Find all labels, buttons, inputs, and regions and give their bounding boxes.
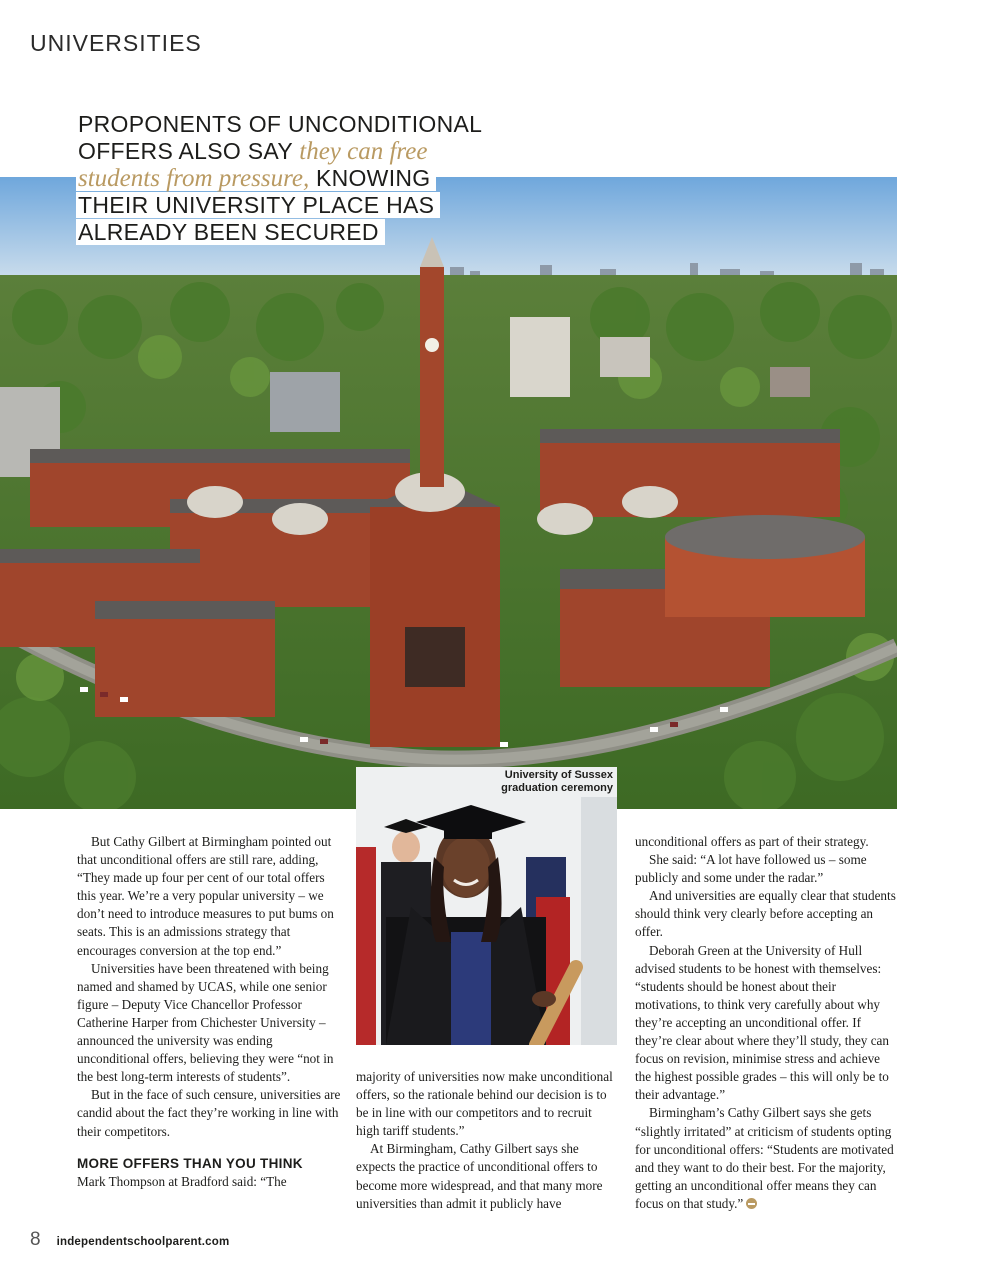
paragraph: Deborah Green at the University of Hull advised students to be honest with themselves: “students should be honest about their motivations, to think very carefully about why they’re accepting an unconditional offer. If they’re clear about where they’ll study, they can focus on revision, minimise stress and achieve the highest possible grades – this will only be to their advantage.” [635,942,889,1103]
pull-quote-line-3 [76,165,436,191]
graduate-illustration [356,767,617,1045]
caption-line-1: University of Sussex [504,769,613,781]
pull-quote [76,111,546,246]
pull-quote-highlight-2: students from pressure, [78,165,310,192]
article-column-2 [356,1068,618,1213]
article-column-3 [635,833,899,1213]
pull-quote-highlight: they can free [299,138,428,165]
paragraph: And universities are equally clear that students should think very clearly before accepting an offer. [635,888,896,940]
graduate-photo [356,767,617,1045]
paragraph: majority of universities now make unconditional offers, so the rationale behind our decision is to be in line with our competitors and to recruit high tariff students.” [356,1069,613,1139]
pull-quote-line-1: PROPONENTS OF UNCONDITIONAL [76,111,488,137]
end-mark-icon [746,1198,757,1209]
paragraph-final-text: Birmingham’s Cathy Gilbert says she gets “slightly irritated” at criticism of students opting for unconditional offers: “Students are motivated and they want to do their best. For the majority, getting an unconditional offer means they can focus on that study.” [635,1105,894,1211]
subheading: MORE OFFERS THAN YOU THINK [77,1155,303,1171]
caption-line-2: graduation ceremony [501,782,613,794]
page-footer [30,1229,229,1251]
section-label: UNIVERSITIES [30,30,202,56]
pull-quote-line-2-text: OFFERS ALSO SAY [78,138,300,164]
aerial-campus-photo [0,177,897,809]
page-number: 8 [30,1229,41,1250]
article-column-1 [77,833,341,1191]
paragraph: unconditional offers as part of their strategy. [635,834,869,849]
website-url: independentschoolparent.com [56,1236,230,1248]
paragraph: Mark Thompson at Bradford said: “The [77,1173,287,1189]
pull-quote-line-3-text: KNOWING [309,165,431,191]
paragraph: But Cathy Gilbert at Birmingham pointed out that unconditional offers are still rare, adding, “They made up four per cent of our total offers this year. We’re a very popular university – we don’t need to introduce measures to put bums on seats. This is an admissions strategy that encourages conversion at the top end.” [77,834,334,958]
photo-caption [413,769,613,795]
pull-quote-line-2 [76,138,433,164]
pull-quote-line-5: ALREADY BEEN SECURED [76,219,385,245]
paragraph: Universities have been threatened with being named and shamed by UCAS, while one senior figure – Deputy Vice Chancellor Professor Catherine Harper from Chichester University – announced the university was ending unconditional offers, believing they were “not in the best long-term interests of students”. [77,960,334,1085]
paragraph: At Birmingham, Cathy Gilbert says she expects the practice of unconditional offers to become more widespread, and that many more universities than admit it publicly have [356,1141,603,1211]
paragraph: But in the face of such censure, universities are candid about the fact they’re working in line with their competitors. [77,1087,341,1139]
pull-quote-line-4: THEIR UNIVERSITY PLACE HAS [76,192,440,218]
paragraph-final [635,1104,899,1213]
aerial-campus-illustration [0,177,897,809]
paragraph: She said: “A lot have followed us – some publicly and some under the radar.” [635,852,867,886]
